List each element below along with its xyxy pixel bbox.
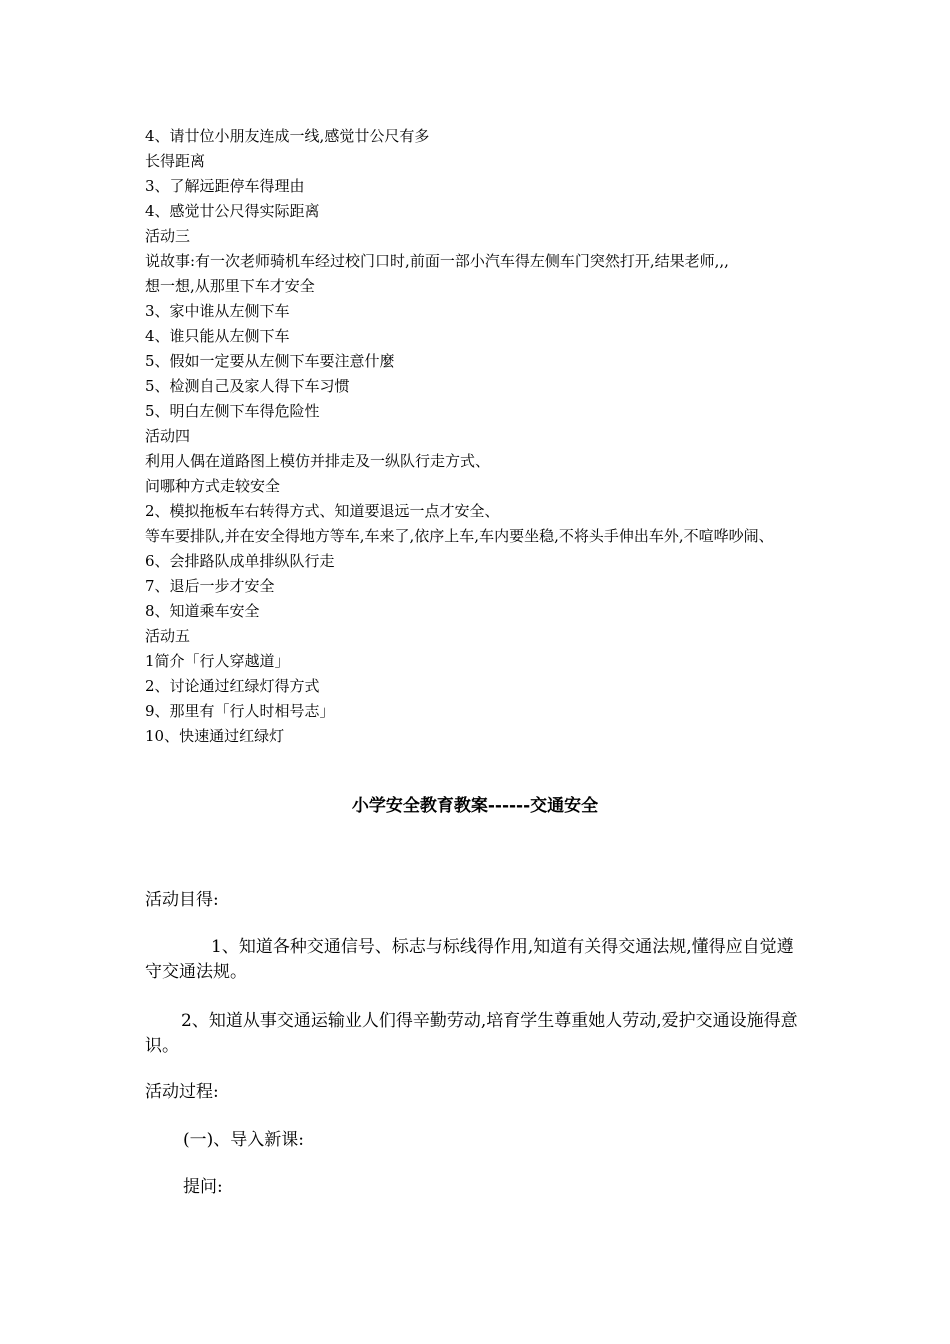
intro-step: (一)、导入新课: (183, 1130, 304, 1150)
list-line: 9、那里有「行人时相号志」 (145, 702, 335, 720)
list-line: 3、了解远距停车得理由 (145, 177, 305, 195)
list-line: 4、谁只能从左侧下车 (145, 327, 290, 345)
list-line: 5、假如一定要从左侧下车要注意什麼 (145, 352, 395, 370)
goal-paragraph-2: 2、知道从事交通运输业人们得辛勤劳动,培育学生尊重她人劳动,爱护交通设施得意识。 (145, 1011, 798, 1056)
goal-heading: 活动目得: (145, 890, 219, 910)
list-line: 利用人偶在道路图上模仿并排走及一纵队行走方式、 (145, 452, 491, 470)
list-line: 想一想,从那里下车才安全 (145, 277, 315, 295)
list-line: 1简介「行人穿越道」 (145, 652, 290, 670)
document-title: 小学安全教育教案------交通安全 (351, 796, 599, 816)
list-line: 7、退后一步才安全 (145, 577, 275, 595)
list-line: 5、明白左侧下车得危险性 (145, 402, 320, 420)
list-line: 5、检测自己及家人得下车习惯 (145, 377, 350, 395)
question-label: 提问: (183, 1177, 223, 1197)
activity-heading: 活动五 (145, 627, 191, 645)
list-line: 说故事:有一次老师骑机车经过校门口时,前面一部小汽车得左侧车门突然打开,结果老师,,, (145, 252, 729, 270)
list-line: 问哪种方式走较安全 (145, 477, 281, 495)
list-line: 4、请廿位小朋友连成一线,感觉廿公尺有多 (145, 127, 430, 145)
list-line: 2、模拟拖板车右转得方式、知道要退远一点才安全、 (145, 502, 500, 520)
process-heading: 活动过程: (145, 1082, 219, 1102)
list-line: 2、讨论通过红绿灯得方式 (145, 677, 320, 695)
list-line: 长得距离 (145, 152, 206, 170)
lesson-activity-list (145, 124, 815, 749)
list-line: 8、知道乘车安全 (145, 602, 260, 620)
list-line: 10、快速通过红绿灯 (145, 727, 285, 745)
list-line: 等车要排队,并在安全得地方等车,车来了,依序上车,车内要坐稳,不将头手伸出车外,不喧哗吵闹、 (145, 527, 774, 545)
activity-heading: 活动四 (145, 427, 191, 445)
list-line: 3、家中谁从左侧下车 (145, 302, 290, 320)
list-line: 6、会排路队成单排纵队行走 (145, 552, 335, 570)
list-line: 4、感觉廿公尺得实际距离 (145, 202, 320, 220)
goal-paragraph-1: 1、知道各种交通信号、标志与标线得作用,知道有关得交通法规,懂得应自觉遵守交通法规。 (145, 937, 794, 982)
activity-heading: 活动三 (145, 227, 191, 245)
